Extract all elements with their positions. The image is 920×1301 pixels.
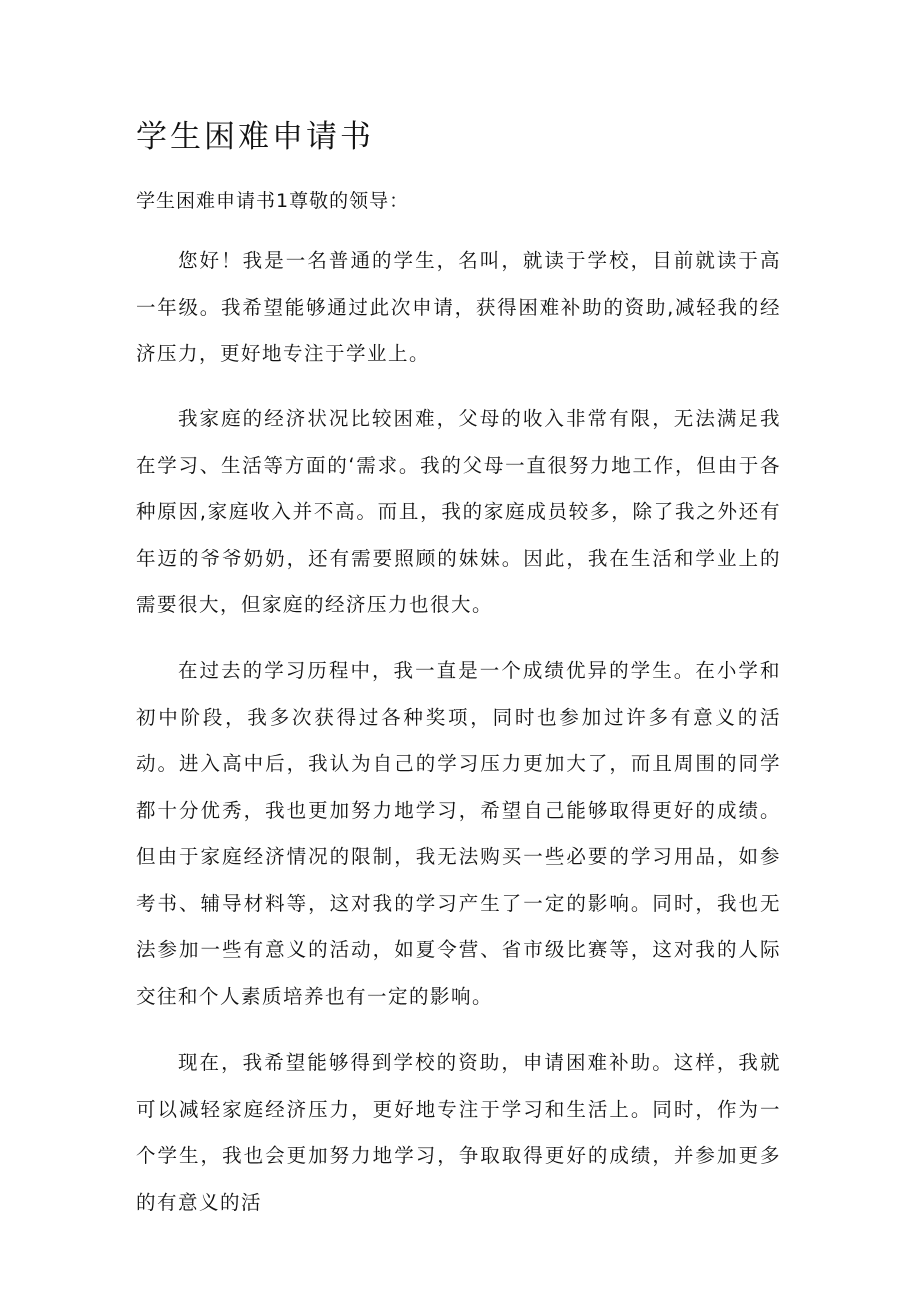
paragraph-intro: 您好！我是一名普通的学生，名叫，就读于学校，目前就读于高一年级。我希望能够通过此次申请，获得困难补助的资助,减轻我的经济压力，更好地专注于学业上。 xyxy=(136,249,781,365)
paragraph-request: 现在，我希望能够得到学校的资助，申请困难补助。这样，我就可以减轻家庭经济压力，更好地专注于学习和生活上。同时，作为一个学生，我也会更加努力地学习，争取取得更好的成绩，并参加更多的有意义的活 xyxy=(136,1051,781,1214)
paragraph-family-situation: 我家庭的经济状况比较困难，父母的收入非常有限，无法满足我在学习、生活等方面的‘需求。我的父母一直很努力地工作，但由于各种原因,家庭收入并不高。而且，我的家庭成员较多，除了我之外还有年迈的爷爷奶奶，还有需要照顾的妹妹。因此，我在生活和学业上的需要很大，但家庭的经济压力也很大。 xyxy=(136,407,781,616)
salutation-line: 学生困难申请书1尊敬的领导： xyxy=(136,190,410,212)
page-title: 学生困难申请书 xyxy=(136,119,374,155)
paragraph-study-history: 在过去的学习历程中，我一直是一个成绩优异的学生。在小学和初中阶段，我多次获得过各种奖项，同时也参加过许多有意义的活动。进入高中后，我认为自己的学习压力更加大了，而且周围的同学都十分优秀，我也更加努力地学习，希望自己能够取得更好的成绩。但由于家庭经济情况的限制，我无法购买一些必要的学习用品，如参考书、辅导材料等，这对我的学习产生了一定的影响。同时，我也无法参加一些有意义的活动，如夏令营、省市级比赛等，这对我的人际交往和个人素质培养也有一定的影响。 xyxy=(136,659,781,1008)
